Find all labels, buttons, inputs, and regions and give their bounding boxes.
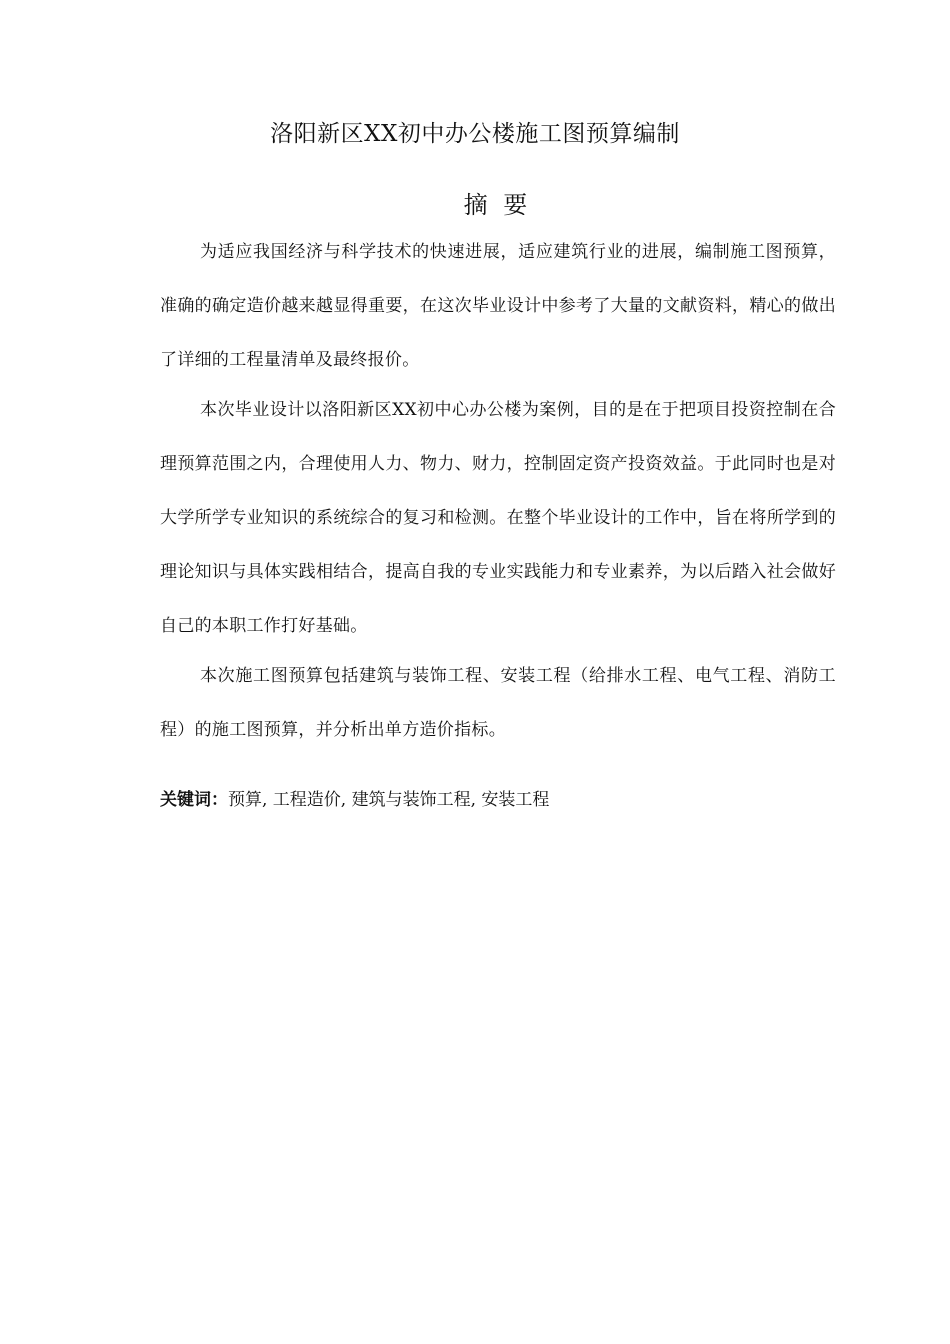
abstract-heading: 摘 要 (463, 191, 532, 219)
keywords-text: 预算, 工程造价, 建筑与装饰工程, 安装工程 (228, 790, 550, 810)
keywords-line (160, 784, 836, 816)
abstract-body (160, 225, 836, 757)
abstract-paragraph-2: 本次毕业设计以洛阳新区XX初中心办公楼为案例，目的是在于把项目投资控制在合理预算范围之内，合理使用人力、物力、财力，控制固定资产投资效益。于此同时也是对大学所学专业知识的系统综合的复习和检测。在整个毕业设计的工作中，旨在将所学到的理论知识与具体实践相结合，提高自我的专业实践能力和专业素养，为以后踏入社会做好自己的本职工作打好基础。 (160, 400, 836, 636)
abstract-paragraph-3: 本次施工图预算包括建筑与装饰工程、安装工程（给排水工程、电气工程、消防工程）的施工图预算，并分析出单方造价指标。 (160, 666, 836, 740)
document-title: 洛阳新区XX初中办公楼施工图预算编制 (270, 121, 680, 147)
keywords-label: 关键词： (160, 790, 228, 810)
abstract-paragraph-1: 为适应我国经济与科学技术的快速进展，适应建筑行业的进展，编制施工图预算，准确的确定造价越来越显得重要，在这次毕业设计中参考了大量的文献资料，精心的做出了详细的工程量清单及最终报价。 (160, 242, 836, 370)
